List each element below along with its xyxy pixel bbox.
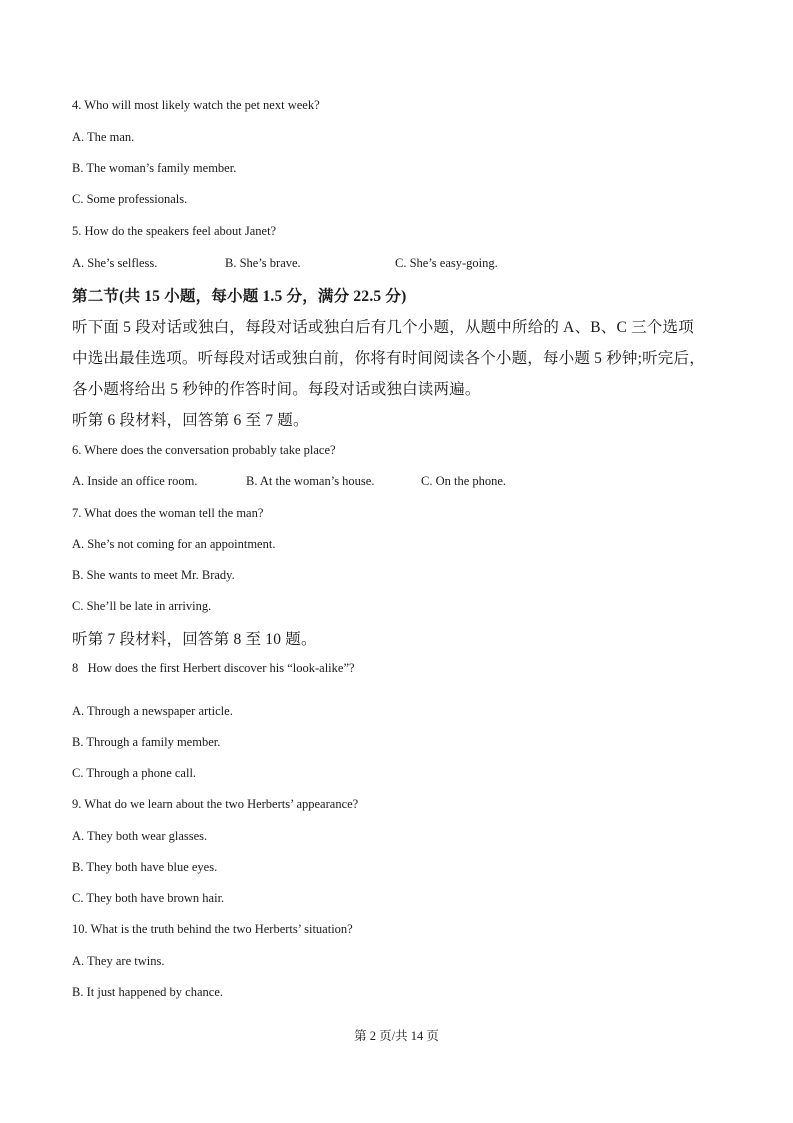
q8-option-c: C. Through a phone call.: [72, 766, 197, 780]
q10-option-b: B. It just happened by chance.: [72, 985, 223, 999]
q7-option-c: C. She’ll be late in arriving.: [72, 599, 212, 613]
q10-option-a: A. They are twins.: [72, 954, 165, 968]
q9-option-a: A. They both wear glasses.: [72, 829, 208, 843]
section-2-instructions-line-2: 中选出最佳选项。听每段对话或独白前，你将有时间阅读各个小题，每小题 5 秒钟;听完后，: [72, 350, 705, 367]
question-8: 8 How does the first Herbert discover his “look-alike”?: [72, 661, 355, 675]
q8-option-a: A. Through a newspaper article.: [72, 704, 233, 718]
q5-option-a: A. She’s selfless.: [72, 256, 158, 270]
q6-option-a: A. Inside an office room.: [72, 474, 198, 488]
question-10: 10. What is the truth behind the two Herberts’ situation?: [72, 922, 353, 936]
q7-option-a: A. She’s not coming for an appointment.: [72, 537, 276, 551]
section-2-heading: 第二节(共 15 小题，每小题 1.5 分，满分 22.5 分): [72, 288, 407, 305]
question-9: 9. What do we learn about the two Herberts’ appearance?: [72, 797, 359, 811]
q9-option-b: B. They both have blue eyes.: [72, 860, 218, 874]
q5-option-b: B. She’s brave.: [225, 256, 301, 270]
section-2-instructions-line-1: 听下面 5 段对话或独白，每段对话或独白后有几个小题，从题中所给的 A、B、C 三个选项: [72, 319, 694, 336]
q7-option-b: B. She wants to meet Mr. Brady.: [72, 568, 235, 582]
q6-option-c: C. On the phone.: [421, 474, 507, 488]
section-2-instructions-line-3: 各小题将给出 5 秒钟的作答时间。每段对话或独白读两遍。: [72, 381, 481, 398]
q8-option-b: B. Through a family member.: [72, 735, 221, 749]
material-6-heading: 听第 6 段材料，回答第 6 至 7 题。: [72, 412, 309, 429]
q6-option-b: B. At the woman’s house.: [246, 474, 375, 488]
question-5: 5. How do the speakers feel about Janet?: [72, 224, 277, 238]
question-7: 7. What does the woman tell the man?: [72, 506, 264, 520]
q4-option-b: B. The woman’s family member.: [72, 161, 237, 175]
material-7-heading: 听第 7 段材料，回答第 8 至 10 题。: [72, 631, 317, 648]
question-6: 6. Where does the conversation probably take place?: [72, 443, 336, 457]
q5-option-c: C. She’s easy-going.: [395, 256, 498, 270]
question-4: 4. Who will most likely watch the pet next week?: [72, 98, 320, 112]
q9-option-c: C. They both have brown hair.: [72, 891, 225, 905]
q4-option-c: C. Some professionals.: [72, 192, 188, 206]
q4-option-a: A. The man.: [72, 130, 135, 144]
page-number-footer: 第 2 页/共 14 页: [354, 1029, 439, 1043]
